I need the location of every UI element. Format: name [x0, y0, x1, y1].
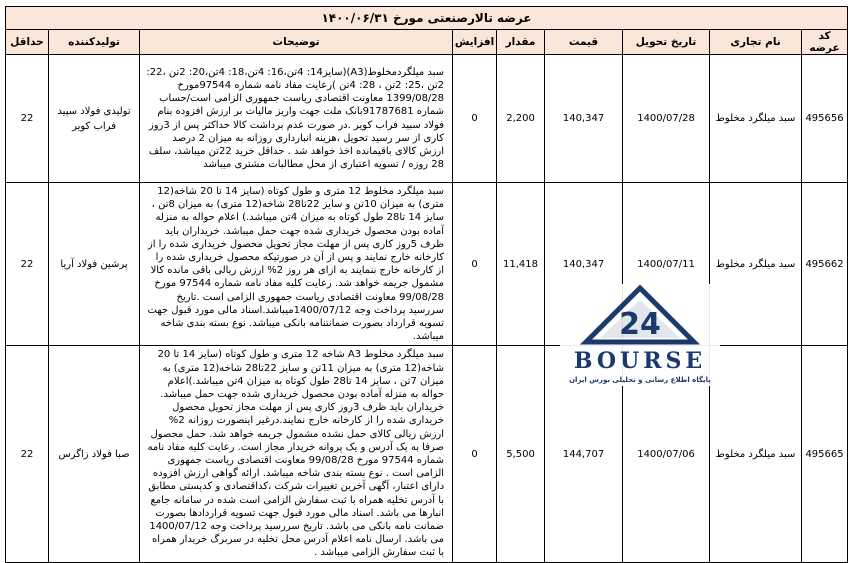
cell-code: 495665	[802, 346, 848, 562]
sheet-title: عرضه تالارصنعتی مورخ ۱۴۰۰/۰۶/۳۱	[6, 7, 848, 30]
cell-name	[710, 346, 802, 562]
cell-delivery: 1400/07/28	[623, 55, 710, 183]
table-row	[6, 55, 848, 183]
cell-price: 140,347	[545, 55, 623, 183]
logo-mark-text: 24	[619, 307, 661, 342]
header-producer: تولیدکننده	[49, 30, 140, 55]
logo-name: BOURSE	[573, 348, 707, 374]
header-code: کد عرضه	[802, 30, 848, 55]
offering-table	[5, 6, 848, 563]
cell-increase: 0	[453, 346, 497, 562]
cell-name: سبد میلگرد مخلوط	[710, 183, 802, 346]
cell-increase: 0	[453, 55, 497, 183]
header-row	[6, 30, 848, 55]
header-quantity: مقدار	[497, 30, 545, 55]
cell-quantity: 2,200	[497, 55, 545, 183]
header-increase: افزایش	[453, 30, 497, 55]
header-min: حداقل	[6, 30, 49, 55]
table-row	[6, 346, 848, 562]
cell-quantity: 11,418	[497, 183, 545, 346]
cell-name-text: سبد میلگرد مخلوط	[715, 448, 796, 460]
header-name: نام تجاری	[710, 30, 802, 55]
header-price: قیمت	[545, 30, 623, 55]
cell-description: سبد میلگرد مخلوط A3 شاخه 12 متری و طول کوتاه (سایز 14 تا 20 شاخه(12 متری) به میزان 11تن و سایز 22تا28 شاخه(12 متری) به میزان 7تن ، سایز 14 تا28 طول کوتاه به میزان 4تن میباشد.)اعلام حواله به منزله آماده بودن محصول خریداری شده جهت حمل میباشد. خریداران باید ظرف 3روز کاری پس از مهلت مجاز تحویل محصول خریداری شده را از کارخانه خارج نمایند.درغیر اینصورت روزانه 2% ارزش ریالی کالای حمل نشده مشمول جریمه خواهد شد. حمل محصول صرفا به یک آدرس و یک پروانه خریدار مجاز است. رعایت کلیه مفاد نامه شماره 97544 مورخ 99/08/28 معاونت اقتصادی ریاست جمهوری الزامی است . نوع بسته بندی شاخه میباشد. ارائه گواهی ارزش افزوده دارای اعتبار، آگهی آخرین تغییرات شرکت ،کداقتصادی و کدپستی مطابق با آدرس تخلیه همراه با ثبت سفارش الزامی است شده در سامانه جامع انبارها می باشد. اسناد مالی مورد قبول جهت تسویه قراردادها بصورت ضمانت نامه بانکی می باشد. تاریخ سررسید پرداخت وجه 1400/07/12 می باشد. ارسال نامه اعلام آدرس محل تخلیه در سربرگ خریدار همراه با ثبت سفارش الزامی میباشد .	[140, 346, 453, 562]
cell-min: 22	[6, 183, 49, 346]
header-delivery: تاریخ تحویل	[623, 30, 710, 55]
cell-delivery: 1400/07/06	[623, 346, 710, 562]
cell-code: 495656	[802, 55, 848, 183]
header-description: توضیحات	[140, 30, 453, 55]
cell-min: 22	[6, 55, 49, 183]
cell-producer: تولیدی فولاد سپید فراب کویر	[49, 55, 140, 183]
cell-code: 495662	[802, 183, 848, 346]
cell-producer: پرشین فولاد آریا	[49, 183, 140, 346]
cell-name: سبد میلگرد مخلوط	[710, 55, 802, 183]
cell-producer: صبا فولاد زاگرس	[49, 346, 140, 562]
cell-delivery: 1400/07/11	[623, 183, 710, 346]
cell-description: سبد میلگردمخلوط(A3)(سایز14: 4تن،16: 4تن،18: 4تن،20: 2تن ،22: 2تن ،25: 2تن ، 28: 4تن )رعایت مفاد نامه شماره 97544مورخ 1399/08/28 معاونت اقتصادی ریاست جمهوری الزامی است/حساب شماره 91787681بانک ملت جهت واریز مالیات بر ارزش افزوده بنام فولاد سبید فراب کویر .در صورت عدم برداشت کالا حداکثر پس از 3روز کاری از سر رسید تحویل ،هزینه انبارداری روزانه به میزان 2 درصد ارزش کالای باقیمانده اخذ خواهد شد . حداقل خرید 22تن میباشد، سلف 28 روزه / تسویه اعتباری از محل مطالبات مشتری میباشد	[140, 55, 453, 183]
cell-price: 144,707	[545, 346, 623, 562]
cell-description: سبد میلگرد مخلوط 12 متری و طول کوتاه (سایز 14 تا 20 شاخه(12 متری) به میزان 10تن و سایز 22تا28 شاخه(12 متری) به میزان 8تن ، سایز 14 تا28 طول کوتاه به میزان 4تن میباشد.) اعلام حواله به منزله آماده بودن محصول خریداری شده جهت حمل میباشد. خریداران باید ظرف 5روز کاری پس از مهلت مجاز تحویل محصول خریداری شده را از کارخانه خارج نمایند و پس از آن در صورتیکه محصول خریداری شده را از کارخانه خارج ننمایند به ازای هر روز 2% ارزش ریالی باقی مانده کالا مشمول جریمه خواهد شد. رعایت کلیه مفاد نامه شماره 97544 مورخ 99/08/28 معاونت اقتصادی ریاست جمهوری الزامی است .تاریخ سررسید پرداخت وجه 1400/07/12میباشد.اسناد مالی مورد قبول جهت تسویه قرارداد بصورت ضمانتنامه بانکی میباشد. نوع بسته بندی شاخه میباشد.	[140, 183, 453, 346]
cell-quantity: 5,500	[497, 346, 545, 562]
cell-price: 140,347	[545, 183, 623, 346]
bourse-watermark	[560, 284, 720, 386]
bourse-logo-icon	[580, 286, 700, 348]
title-row	[6, 7, 848, 30]
cell-increase: 0	[453, 183, 497, 346]
logo-tagline: پایگاه اطلاع رسانی و تحلیلی بورس ایران	[569, 376, 711, 384]
table-row	[6, 183, 848, 346]
cell-min: 22	[6, 346, 49, 562]
